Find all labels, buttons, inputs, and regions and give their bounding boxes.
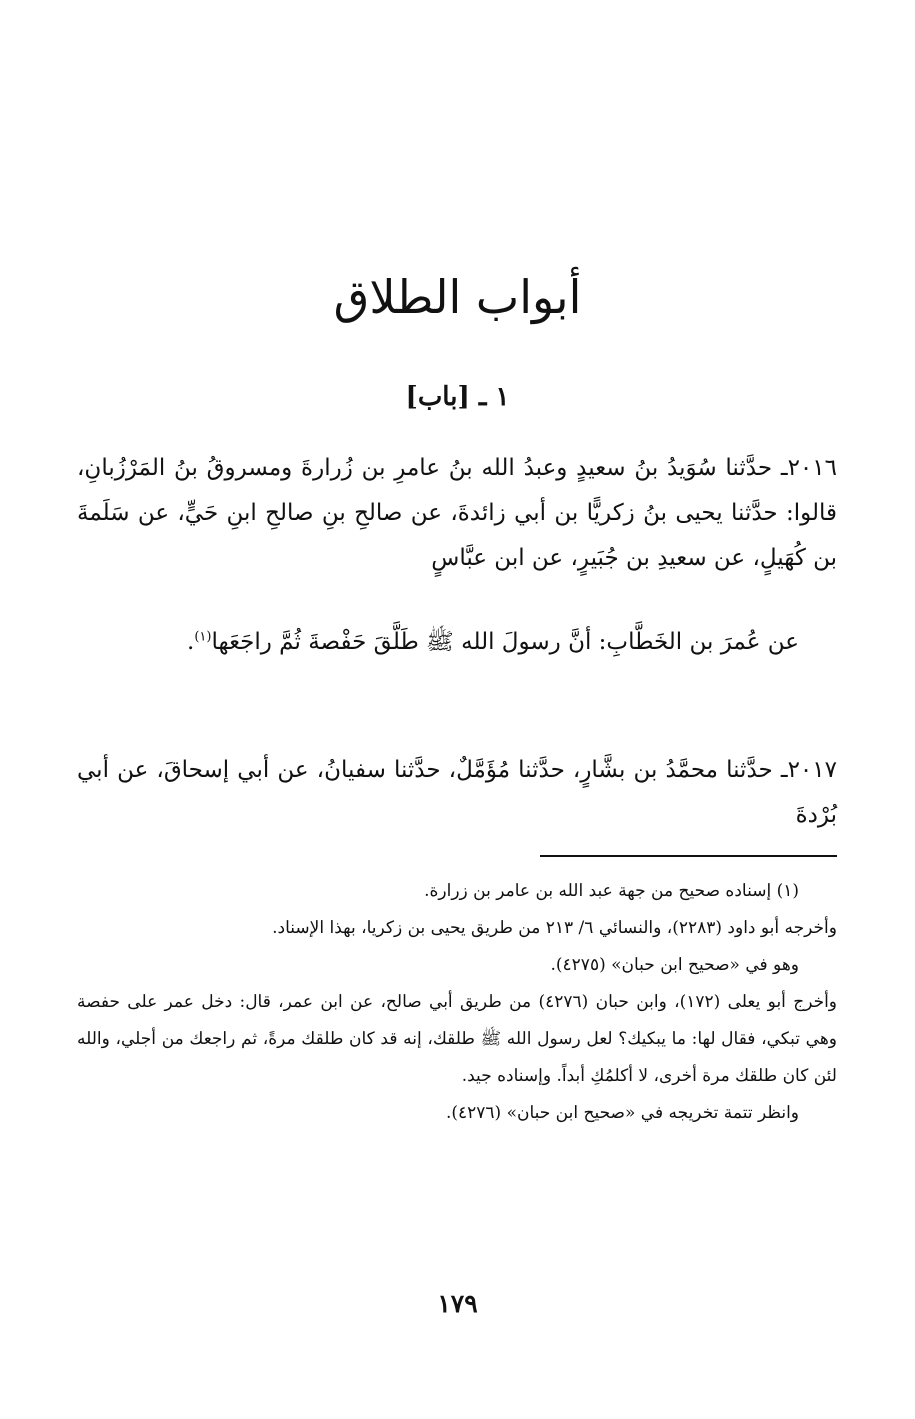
footnote-separator [540,855,837,857]
footnote-1: (١) إسناده صحيح من جهة عبد الله بن عامر بن زرارة. [424,881,799,901]
footnotes [77,873,837,1132]
hadith-2016-isnad-text: ٢٠١٦ـ حدَّثنا سُوَيدُ بنُ سعيدٍ وعبدُ الله بنُ عامرِ بن زُرارةَ ومسروقُ بنُ المَرْزُبانِ، قالوا: حدَّثنا يحيى بنُ زكريًّا بن أبي زائدةَ، عن صالحِ بنِ صالحِ ابنِ حَيٍّ، عن سَلَمةَ بن كُهَيلٍ، عن سعيدِ بن جُبَيرٍ، عن ابن عبَّاسٍ [77,455,837,571]
hadith-2016-isnad [77,446,837,581]
hadith-2016-matn-paragraph [77,620,837,665]
footnote-ref-1[interactable]: (١) [194,629,212,645]
footnote-paragraph-2: وأخرجه أبو داود (٢٢٨٣)، والنسائي ٦/ ٢١٣ من طريق يحيى بن زكريا، بهذا الإسناد. [272,918,837,938]
chapter-heading: ١ ـ [باب] [405,382,510,412]
page-number: ١٧٩ [437,1289,478,1318]
hadith-2016-matn-text: عن عُمرَ بن الخَطَّابِ: أنَّ رسولَ الله ﷺ طَلَّقَ حَفْصةَ ثُمَّ راجَعَها [211,629,799,655]
footnote-paragraph-3: وهو في «صحيح ابن حبان» (٤٢٧٥). [550,955,799,975]
matn-end-punct: . [187,629,195,655]
hadith-2016-matn [77,620,837,665]
footnote-paragraph-4: وأخرج أبو يعلى (١٧٢)، وابن حبان (٤٢٧٦) من طريق أبي صالح، عن ابن عمر، قال: دخل عمر على حفصة وهي تبكي، فقال لها: ما يبكيك؟ لعل رسول الله ﷺ طلقك، إنه قد كان طلقك مرةً، ثم راجعك من أجلي، والله لئن كان طلقك مرة أخرى، لا أكلمُكِ أبداً. وإسناده جيد. [77,992,838,1086]
hadith-2017-isnad-text: ٢٠١٧ـ حدَّثنا محمَّدُ بن بشَّارٍ، حدَّثنا مُؤَمَّلٌ، حدَّثنا سفيانُ، عن أبي إسحاقَ، عن أبي بُرْدةَ [77,757,837,828]
footnote-paragraph-5: وانظر تتمة تخريجه في «صحيح ابن حبان» (٤٢٧٦). [445,1103,799,1123]
book-title: أبواب الطلاق [333,270,582,324]
hadith-2017-isnad [77,748,837,838]
